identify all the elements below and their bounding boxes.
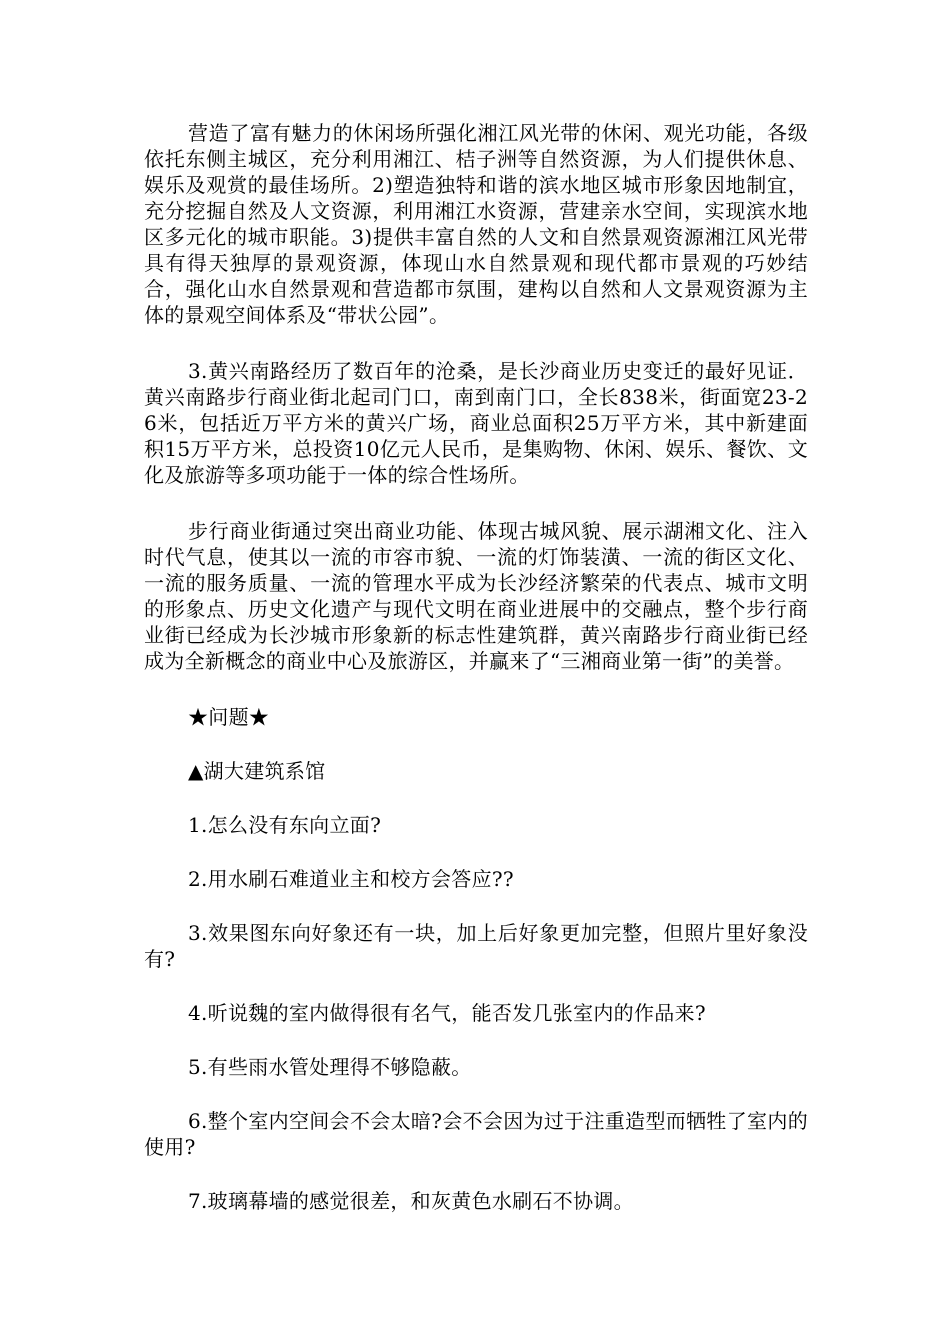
paragraph-pedestrian-street: 步行商业街通过突出商业功能、体现古城风貌、展示湖湘文化、注入时代气息，使其以一流的市容市貌、一流的灯饰装潢、一流的街区文化、一流的服务质量、一流的管理水平成为长沙经济繁荣的代表点、城市文明的形象点、历史文化遗产与现代文明在商业进展中的交融点，整个步行商业街已经成为长沙城市形象新的标志性建筑群，黄兴南路步行商业街已经成为全新概念的商业中心及旅游区，并赢来了“三湘商业第一街”的美誉。 [144,519,808,673]
question-item: 3.效果图东向好象还有一块，加上后好象更加完整，但照片里好象没有? [144,921,808,971]
section-heading: ★问题★ [188,705,270,729]
subheading: ▲湖大建筑系馆 [188,759,326,783]
document-page [144,120,808,1242]
question-item: 5.有些雨水管处理得不够隐蔽。 [188,1055,472,1079]
question-item: 1.怎么没有东向立面? [188,813,382,837]
question-item: 7.玻璃幕墙的感觉很差，和灰黄色水刷石不协调。 [188,1189,634,1213]
question-item: 2.用水刷石难道业主和校方会答应?? [188,867,514,891]
question-item: 4.听说魏的室内做得很有名气，能否发几张室内的作品来? [188,1001,706,1025]
paragraph-huangxing-road: 3.黄兴南路经历了数百年的沧桑，是长沙商业历史变迁的最好见证．黄兴南路步行商业街北起司门口，南到南门口，全长838米，街面宽23-26米，包括近万平方米的黄兴广场，商业总面积25万平方米，其中新建面积15万平方米，总投资10亿元人民币，是集购物、休闲、娱乐、餐饮、文化及旅游等多项功能于一体的综合性场所。 [144,359,808,487]
question-item: 6.整个室内空间会不会太暗?会不会因为过于注重造型而牺牲了室内的使用? [144,1109,808,1159]
paragraph-riverside: 营造了富有魅力的休闲场所强化湘江风光带的休闲、观光功能，各级依托东侧主城区，充分利用湘江、桔子洲等自然资源，为人们提供休息、娱乐及观赏的最佳场所。2)塑造独特和谐的滨水地区城市形象因地制宜，充分挖掘自然及人文资源，利用湘江水资源，营建亲水空间，实现滨水地区多元化的城市职能。3)提供丰富自然的人文和自然景观资源湘江风光带具有得天独厚的景观资源，体现山水自然景观和现代都市景观的巧妙结合，强化山水自然景观和营造都市氛围，建构以自然和人文景观资源为主体的景观空间体系及“带状公园”。 [144,121,808,327]
